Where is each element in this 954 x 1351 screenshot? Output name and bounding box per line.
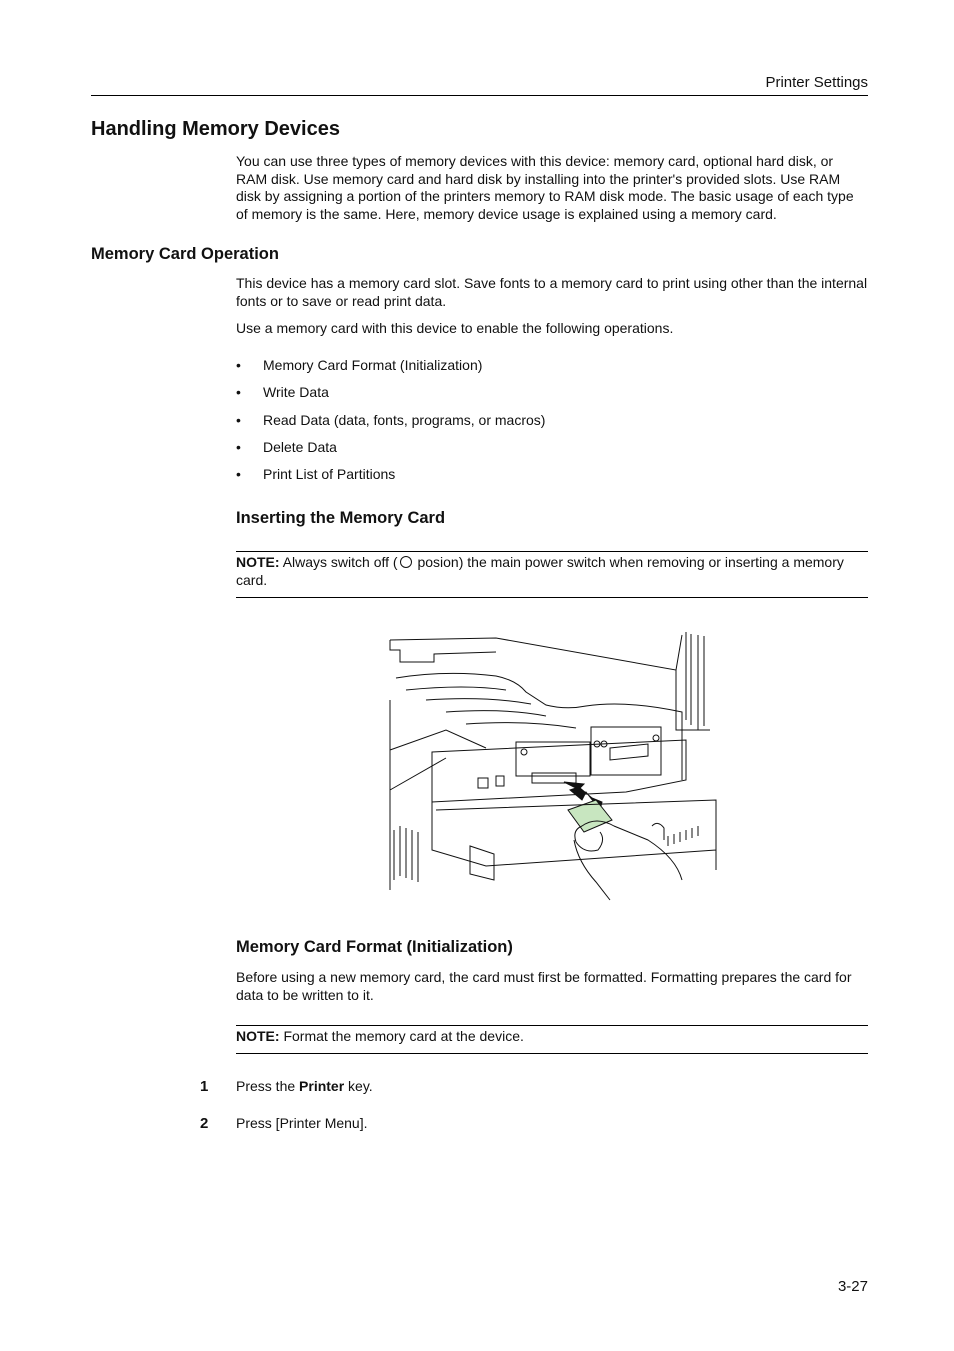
step-text: Press the Printer key. <box>236 1078 373 1094</box>
list-item-text: Print List of Partitions <box>263 466 396 483</box>
note-box-format <box>236 1025 868 1054</box>
subheading-inserting-memory-card: Inserting the Memory Card <box>236 509 446 527</box>
list-item <box>236 466 545 493</box>
list-item <box>236 439 545 466</box>
note-label: NOTE: <box>236 554 280 570</box>
page-number: 3-27 <box>837 1278 868 1295</box>
note-text: Format the memory card at the device. <box>283 1028 524 1044</box>
bullet-glyph: • <box>236 411 241 428</box>
note-text-end: posion) the main power switch when removing or inserting a memory card. <box>236 554 844 588</box>
off-circle-icon <box>400 556 412 568</box>
printer-top-outline <box>390 638 710 730</box>
operations-list <box>236 357 545 493</box>
note-box-power-switch <box>236 551 868 598</box>
bullet-glyph: • <box>236 438 241 455</box>
page-header-title: Printer Settings <box>765 74 868 91</box>
note-label: NOTE: <box>236 1028 280 1044</box>
step-number: 2 <box>200 1115 209 1132</box>
intro-paragraph: You can use three types of memory devices with this device: memory card, optional hard disk, or RAM disk. Use memory card and hard disk by installing into the printer's provided slots. Use RAM disk by assigning a portion of the printers memory to RAM disk mode. The basic usage of each type of memory is the same. Here, memory device usage is explained using a memory card. <box>236 153 854 222</box>
list-item-text: Delete Data <box>263 438 337 455</box>
list-item <box>236 384 545 411</box>
step-number: 1 <box>200 1078 209 1095</box>
bullet-glyph: • <box>236 466 241 483</box>
list-item <box>236 412 545 439</box>
note-text-start: Always switch off ( <box>282 554 398 570</box>
page-title: Handling Memory Devices <box>91 118 340 140</box>
header-rule <box>91 95 868 96</box>
bullet-glyph: • <box>236 384 241 401</box>
step-text: Press [Printer Menu]. <box>236 1115 368 1131</box>
subheading-memory-card-format: Memory Card Format (Initialization) <box>236 938 513 956</box>
section-heading-memory-card-operation: Memory Card Operation <box>91 245 279 263</box>
printer-key-label: Printer <box>299 1078 345 1094</box>
operation-paragraph-2: Use a memory card with this device to enable the following operations. <box>236 320 674 336</box>
operation-paragraph-1: This device has a memory card slot. Save fonts to a memory card to print using other than the internal fonts or to save or read print data. <box>236 275 868 309</box>
memory-card-insertion-illustration <box>386 630 720 902</box>
list-item-text: Memory Card Format (Initialization) <box>263 357 483 373</box>
format-paragraph: Before using a new memory card, the card must first be formatted. Formatting prepares the card for data to be written to it. <box>236 969 852 1003</box>
bullet-glyph: • <box>236 357 241 373</box>
list-item <box>236 357 545 384</box>
list-item-text: Read Data (data, fonts, programs, or macros) <box>263 411 546 428</box>
list-item-text: Write Data <box>263 384 329 401</box>
hand-icon <box>574 821 682 900</box>
